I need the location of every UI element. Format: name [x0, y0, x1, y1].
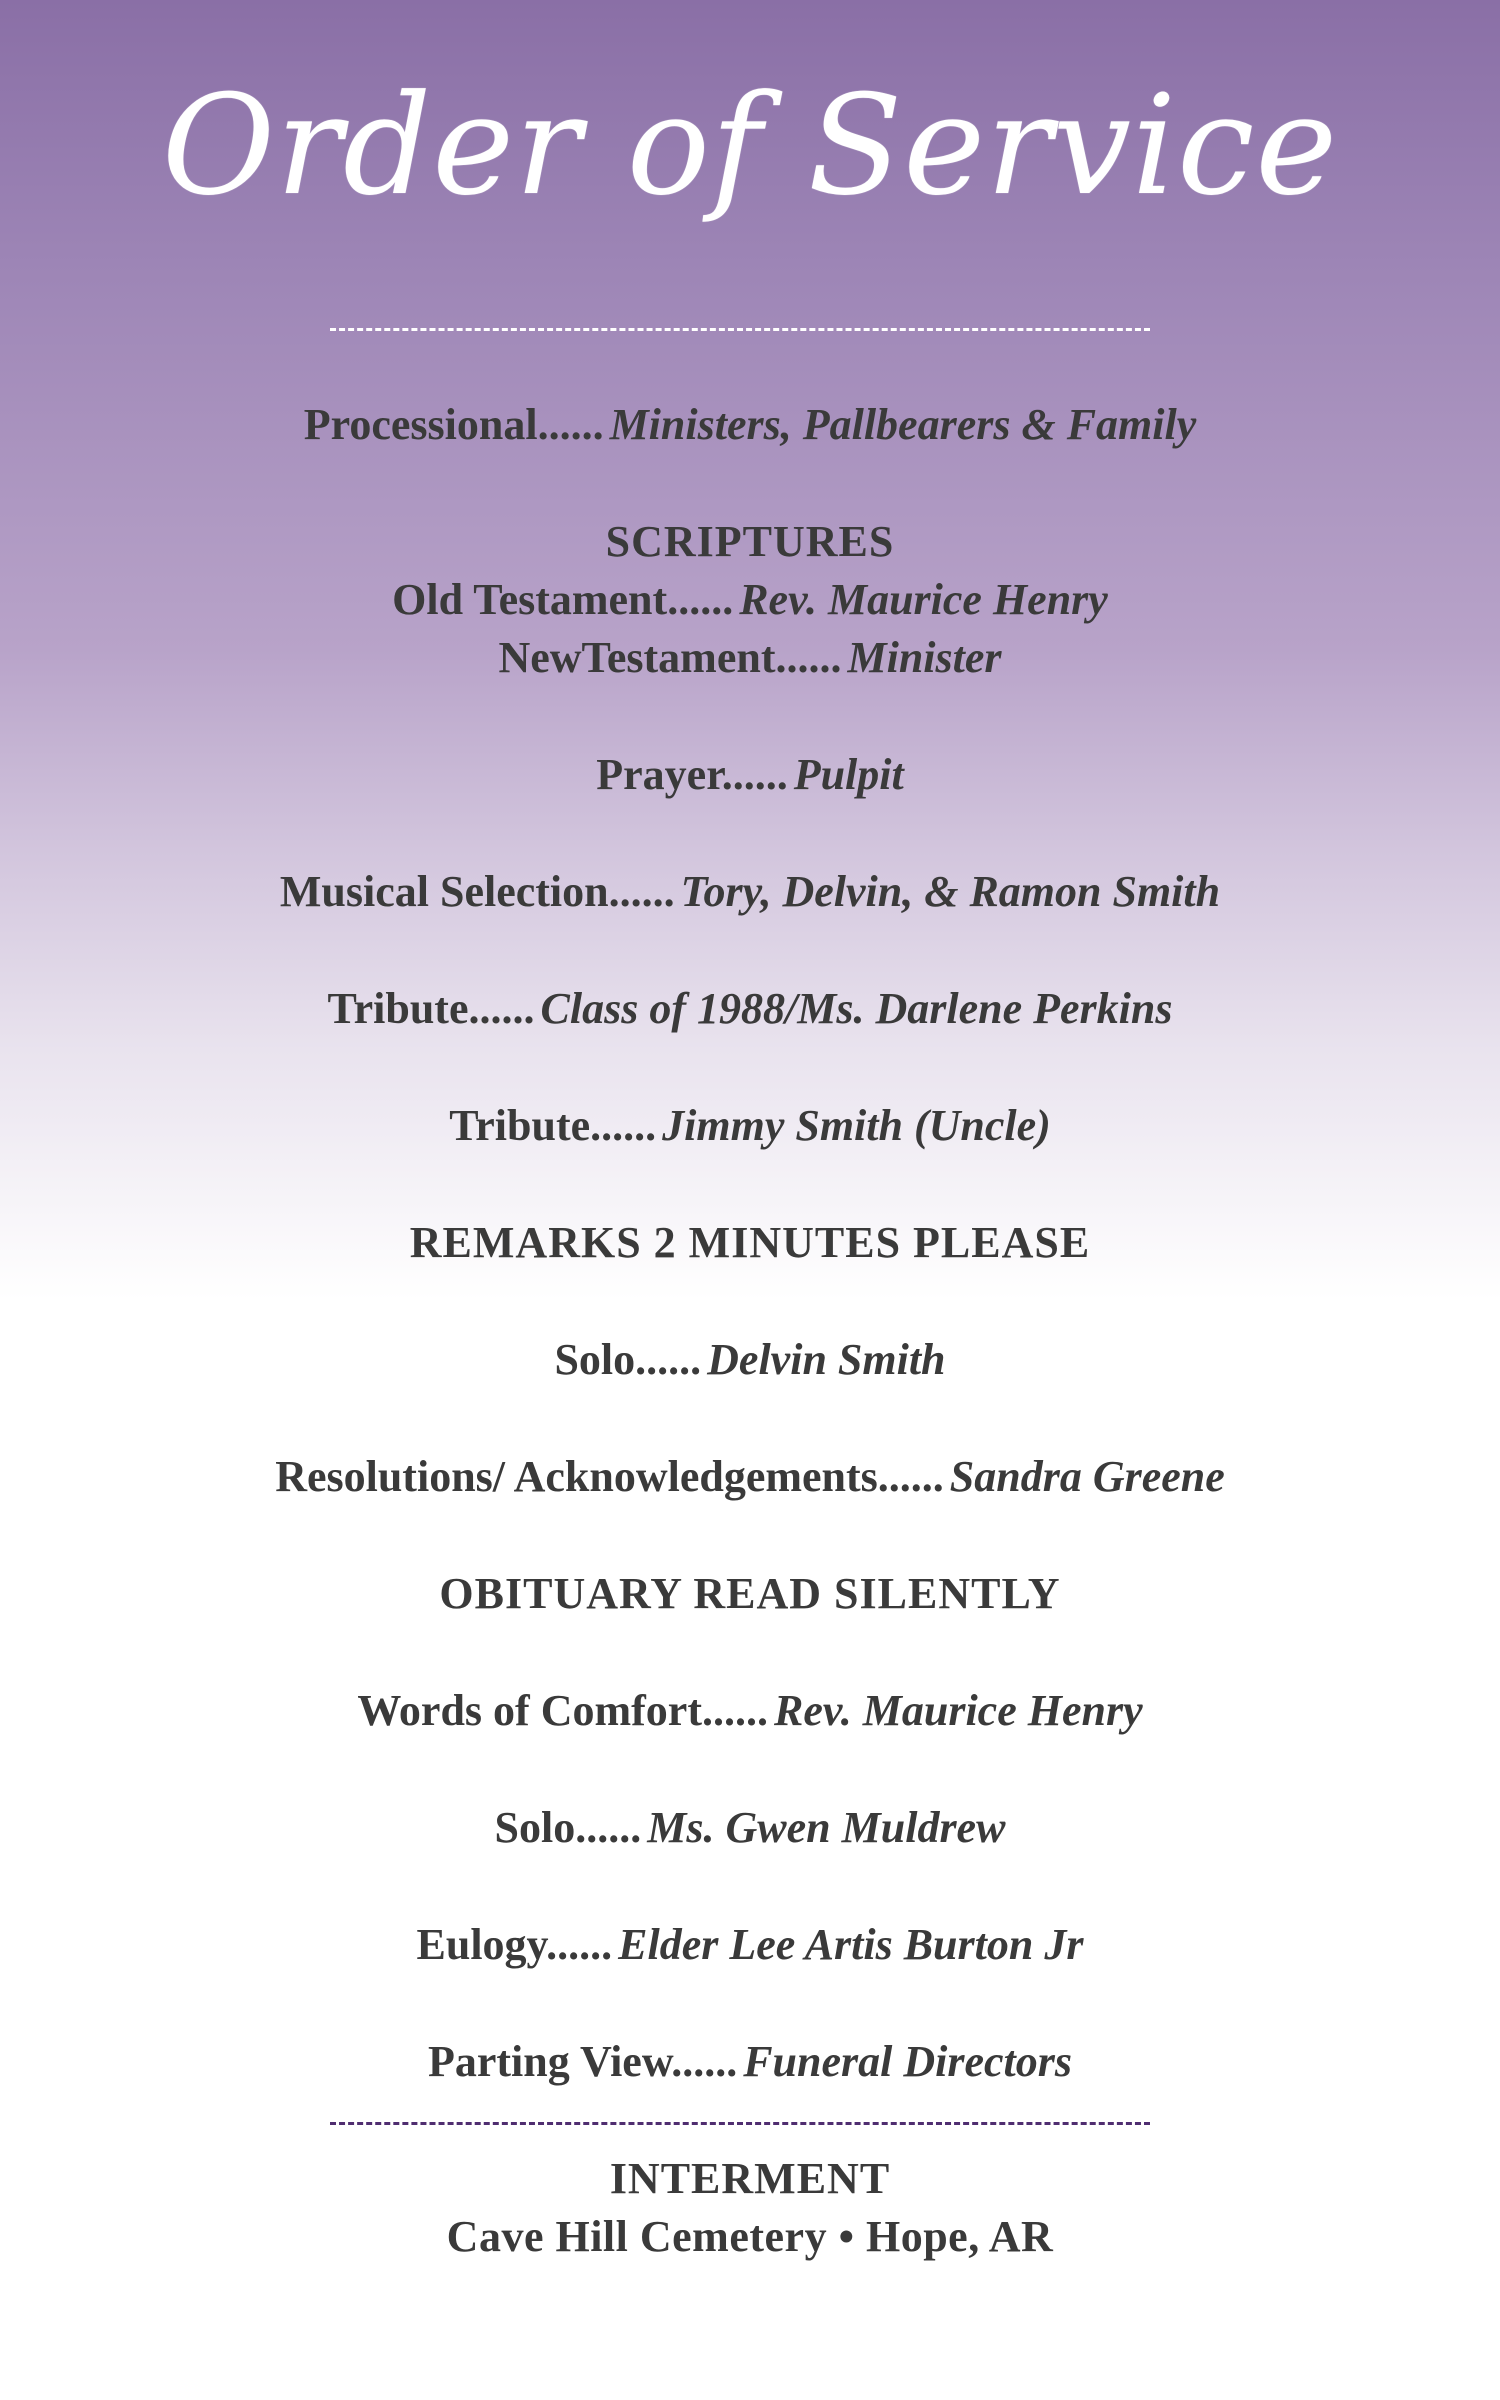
- page-title: Order of Service: [161, 65, 1339, 226]
- item-participant: Pulpit: [793, 750, 904, 799]
- program-item-processional: [0, 400, 1500, 449]
- item-participant: Jimmy Smith (Uncle): [662, 1101, 1051, 1150]
- item-role: Solo: [494, 1803, 576, 1852]
- item-dots: ......: [468, 984, 535, 1033]
- item-dots: ......: [590, 1101, 657, 1150]
- item-dots: ......: [575, 1803, 642, 1852]
- section-heading: SCRIPTURES: [605, 517, 895, 566]
- interment-title: INTERMENT: [609, 2154, 891, 2203]
- program-item-resolutions: [0, 1452, 1500, 1501]
- program-item-tribute-uncle: [0, 1101, 1500, 1150]
- item-role: Tribute: [449, 1101, 591, 1150]
- item-role: Old Testament: [392, 575, 668, 624]
- item-participant: Delvin Smith: [707, 1335, 946, 1384]
- item-participant: Ministers, Pallbearers & Family: [609, 400, 1197, 449]
- item-participant: Elder Lee Artis Burton Jr: [618, 1920, 1084, 1969]
- interment-location: [0, 2212, 1500, 2261]
- item-dots: ......: [546, 1920, 613, 1969]
- item-dots: ......: [667, 575, 734, 624]
- program-item-parting-view: [0, 2037, 1500, 2086]
- item-role: Resolutions/ Acknowledgements: [275, 1452, 878, 1501]
- item-participant: Class of 1988/Ms. Darlene Perkins: [540, 984, 1173, 1033]
- item-role: Tribute: [327, 984, 469, 1033]
- item-role: Eulogy: [416, 1920, 547, 1969]
- item-role: Processional: [303, 400, 538, 449]
- item-role: Words of Comfort: [357, 1686, 702, 1735]
- program-item-solo-gwen: [0, 1803, 1500, 1852]
- item-role: Parting View: [427, 2037, 672, 2086]
- item-role: Musical Selection: [279, 867, 609, 916]
- item-participant: Rev. Maurice Henry: [773, 1686, 1143, 1735]
- program-item-words-of-comfort: [0, 1686, 1500, 1735]
- bottom-divider: [330, 2122, 1150, 2125]
- item-dots: ......: [608, 867, 675, 916]
- obituary-text: OBITUARY READ SILENTLY: [439, 1569, 1061, 1618]
- program-item-new-testament: [0, 633, 1500, 682]
- item-participant: Minister: [847, 633, 1002, 682]
- item-dots: ......: [701, 1686, 768, 1735]
- program-item-old-testament: [0, 575, 1500, 624]
- item-participant: Ms. Gwen Muldrew: [647, 1803, 1006, 1852]
- program-item-solo-delvin: [0, 1335, 1500, 1384]
- item-dots: ......: [877, 1452, 944, 1501]
- remarks-note: [0, 1218, 1500, 1267]
- item-role: Solo: [554, 1335, 636, 1384]
- item-participant: Sandra Greene: [949, 1452, 1225, 1501]
- program-item-eulogy: [0, 1920, 1500, 1969]
- program-item-prayer: [0, 750, 1500, 799]
- item-dots: ......: [537, 400, 604, 449]
- item-participant: Rev. Maurice Henry: [739, 575, 1108, 624]
- scriptures-heading: [0, 517, 1500, 566]
- item-participant: Funeral Directors: [743, 2037, 1073, 2086]
- program-item-musical-selection: [0, 867, 1500, 916]
- item-dots: ......: [721, 750, 788, 799]
- top-divider: [330, 328, 1150, 331]
- obituary-note: [0, 1569, 1500, 1618]
- item-dots: ......: [671, 2037, 738, 2086]
- item-dots: ......: [635, 1335, 702, 1384]
- item-role: Prayer: [596, 750, 722, 799]
- interment-place: Cave Hill Cemetery • Hope, AR: [446, 2212, 1054, 2261]
- item-role: NewTestament: [498, 633, 776, 682]
- item-dots: ......: [775, 633, 842, 682]
- remarks-text: REMARKS 2 MINUTES PLEASE: [409, 1218, 1091, 1267]
- item-participant: Tory, Delvin, & Ramon Smith: [680, 867, 1221, 916]
- interment-heading: [0, 2154, 1500, 2203]
- program-item-tribute-class: [0, 984, 1500, 1033]
